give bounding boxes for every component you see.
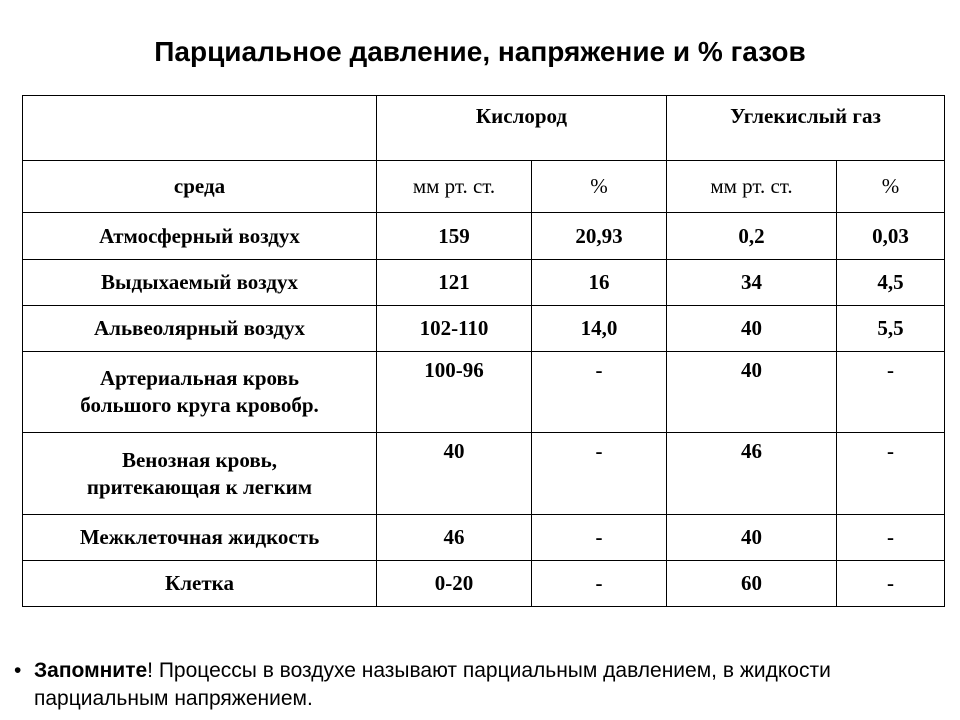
group-header-co2: Углекислый газ	[667, 96, 945, 161]
cell-co2-percent: 4,5	[837, 260, 945, 306]
cell-medium-line-2: притекающая к легким	[86, 474, 313, 499]
cell-co2-percent: -	[837, 352, 945, 433]
cell-co2-percent: 0,03	[837, 213, 945, 260]
cell-o2-percent: -	[532, 561, 667, 607]
cell-o2-percent: 20,93	[532, 213, 667, 260]
cell-medium: Клетка	[23, 561, 377, 607]
table-subheader-row	[23, 161, 945, 213]
cell-o2-percent: -	[532, 433, 667, 515]
cell-o2-percent: -	[532, 352, 667, 433]
cell-o2-pressure: 121	[377, 260, 532, 306]
table-row	[23, 561, 945, 607]
table-row	[23, 306, 945, 352]
cell-medium	[23, 433, 377, 515]
table-row	[23, 515, 945, 561]
note-emphasis: Запомните	[34, 659, 148, 682]
note-text: ! Процессы в воздухе называют парциальным давлением, в жидкости парциальным напряжением.	[34, 659, 831, 710]
table-row	[23, 352, 945, 433]
column-header-o2-percent: %	[532, 161, 667, 213]
column-header-co2-pressure: мм рт. ст.	[667, 161, 837, 213]
cell-medium	[23, 352, 377, 433]
cell-co2-pressure: 40	[667, 352, 837, 433]
cell-co2-percent: -	[837, 433, 945, 515]
column-header-o2-pressure: мм рт. ст.	[377, 161, 532, 213]
cell-co2-pressure: 0,2	[667, 213, 837, 260]
cell-medium: Атмосферный воздух	[23, 213, 377, 260]
cell-medium-line-1: Венозная кровь,	[121, 447, 278, 472]
group-header-oxygen: Кислород	[377, 96, 667, 161]
remember-note	[14, 657, 954, 713]
cell-o2-pressure: 159	[377, 213, 532, 260]
cell-o2-percent: -	[532, 515, 667, 561]
table-row	[23, 213, 945, 260]
cell-o2-pressure: 102-110	[377, 306, 532, 352]
cell-medium: Межклеточная жидкость	[23, 515, 377, 561]
gas-table	[22, 95, 945, 607]
column-header-co2-percent: %	[837, 161, 945, 213]
cell-co2-pressure: 40	[667, 515, 837, 561]
cell-co2-percent: -	[837, 515, 945, 561]
column-header-medium: среда	[23, 161, 377, 213]
cell-o2-percent: 16	[532, 260, 667, 306]
cell-o2-pressure: 0-20	[377, 561, 532, 607]
table-row	[23, 433, 945, 515]
cell-medium-line-1: Артериальная кровь	[100, 366, 299, 390]
table-corner-cell	[23, 96, 377, 161]
table-group-header-row	[23, 96, 945, 161]
cell-co2-pressure: 60	[667, 561, 837, 607]
cell-o2-percent: 14,0	[532, 306, 667, 352]
cell-co2-percent: 5,5	[837, 306, 945, 352]
cell-medium-line-2: большого круга кровобр.	[80, 393, 319, 417]
cell-o2-pressure: 100-96	[377, 352, 532, 433]
cell-co2-pressure: 46	[667, 433, 837, 515]
cell-co2-pressure: 40	[667, 306, 837, 352]
cell-co2-pressure: 34	[667, 260, 837, 306]
bullet-icon: •	[14, 659, 22, 682]
page-title: Парциальное давление, напряжение и % газов	[154, 36, 806, 67]
cell-medium: Выдыхаемый воздух	[23, 260, 377, 306]
cell-medium: Альвеолярный воздух	[23, 306, 377, 352]
table-row	[23, 260, 945, 306]
cell-o2-pressure: 46	[377, 515, 532, 561]
cell-o2-pressure: 40	[377, 433, 532, 515]
cell-co2-percent: -	[837, 561, 945, 607]
